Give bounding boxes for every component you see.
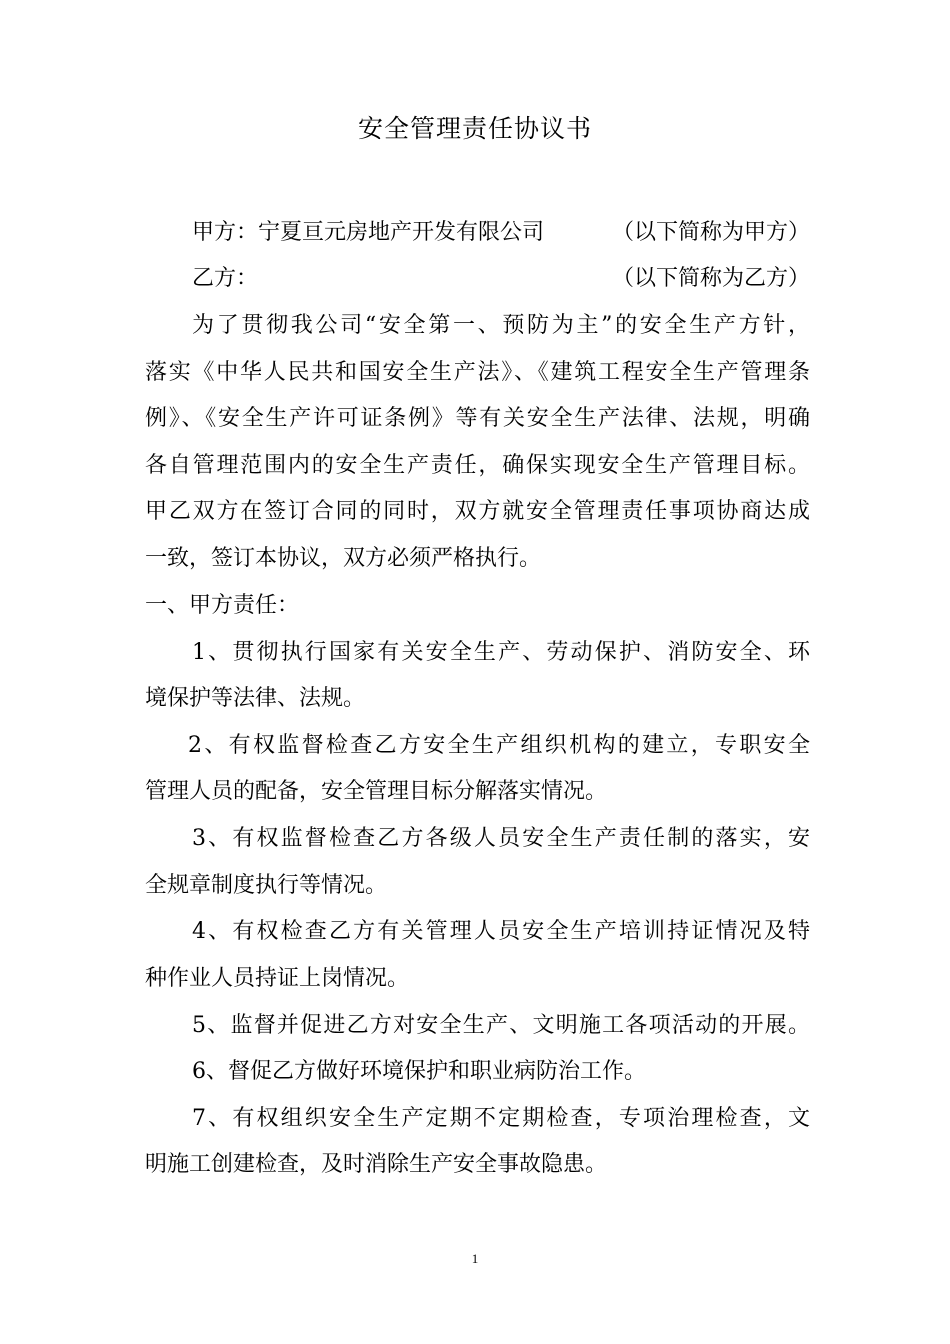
intro-line: 落实《中华人民共和国安全生产法》、《建筑工程安全生产管理条 xyxy=(145,360,810,385)
item-7-line: 明施工创建检查，及时消除生产安全事故隐患。 xyxy=(145,1152,608,1177)
item-1-line: 1、贯彻执行国家有关安全生产、劳动保护、消防安全、环 xyxy=(192,640,810,665)
intro-line: 各自管理范围内的安全生产责任，确保实现安全生产管理目标。 xyxy=(145,453,810,478)
party-b-label: 乙方： xyxy=(192,266,259,291)
item-6-line: 6、督促乙方做好环境保护和职业病防治工作。 xyxy=(192,1059,646,1084)
item-3-line: 3、有权监督检查乙方各级人员安全生产责任制的落实，安 xyxy=(192,826,810,851)
intro-line: 例》、《安全生产许可证条例》等有关安全生产法律、法规，明确 xyxy=(145,406,810,431)
item-4-line: 种作业人员持证上岗情况。 xyxy=(145,966,410,991)
party-a-label: 甲方：宁夏亘元房地产开发有限公司 xyxy=(192,220,545,245)
item-2-line: 管理人员的配备，安全管理目标分解落实情况。 xyxy=(145,779,608,804)
item-7-line: 7、有权组织安全生产定期不定期检查，专项治理检查，文 xyxy=(192,1106,810,1131)
item-2-line: 2、有权监督检查乙方安全生产组织机构的建立，专职安全 xyxy=(188,733,810,758)
party-a-note: （以下简称为甲方） xyxy=(611,220,810,245)
party-b-note: （以下简称为乙方） xyxy=(611,266,810,291)
section-heading: 一、甲方责任： xyxy=(145,593,300,618)
item-3-line: 全规章制度执行等情况。 xyxy=(145,873,388,898)
item-4-line: 4、有权检查乙方有关管理人员安全生产培训持证情况及特 xyxy=(192,919,810,944)
intro-line: 一致，签订本协议，双方必须严格执行。 xyxy=(145,546,542,571)
item-5-line: 5、监督并促进乙方对安全生产、文明施工各项活动的开展。 xyxy=(192,1013,810,1038)
document-title: 安全管理责任协议书 xyxy=(357,114,592,143)
page-number: 1 xyxy=(471,1251,479,1266)
intro-line: 甲乙双方在签订合同的同时，双方就安全管理责任事项协商达成 xyxy=(145,499,810,524)
intro-line: 为了贯彻我公司“安全第一、预防为主”的安全生产方针， xyxy=(192,313,810,338)
item-1-line: 境保护等法律、法规。 xyxy=(145,686,366,711)
